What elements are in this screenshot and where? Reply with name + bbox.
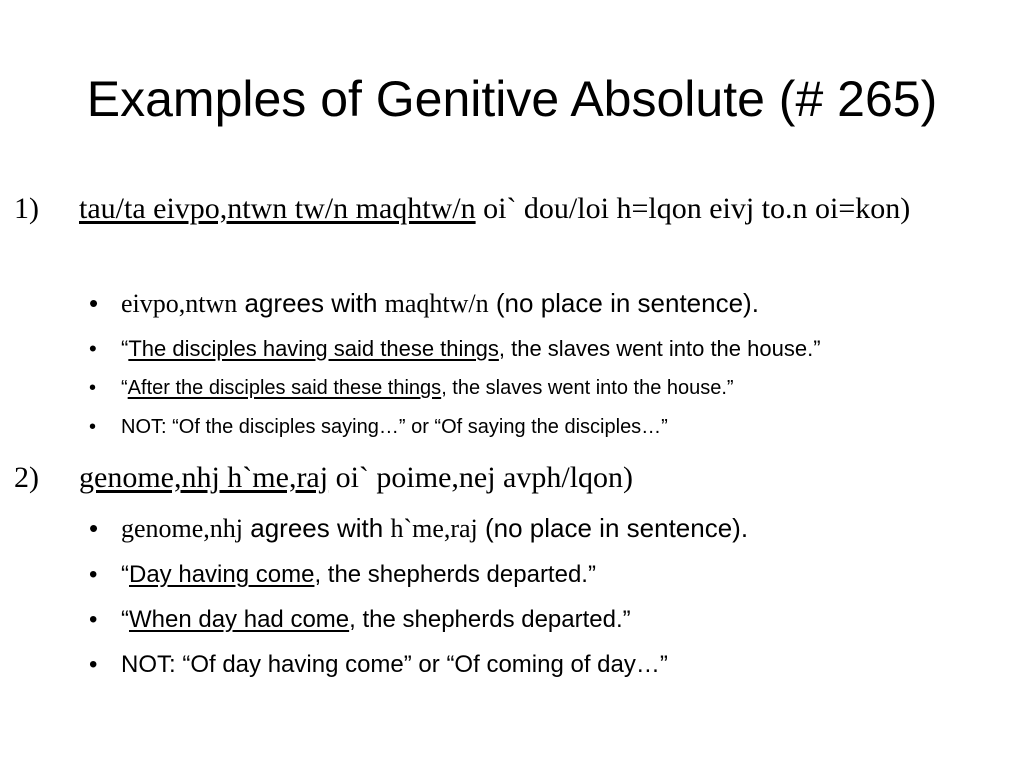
bullet-text-part: (no place in sentence). <box>488 288 759 318</box>
bullet-dot-icon: • <box>89 513 99 543</box>
item-number: 1) <box>14 192 39 225</box>
greek-phrase-rest: oi` dou/loi h=lqon eivj to.n oi=kon) <box>475 192 911 225</box>
greek-phrase-underlined: tau/ta eivpo,ntwn tw/n maqhtw/n <box>79 192 476 225</box>
greek-sentence <box>79 188 999 230</box>
bullet-text <box>121 605 631 635</box>
quote-mark: “ <box>121 336 129 361</box>
translation-rest: , the slaves went into the house.” <box>498 336 821 361</box>
bullet-text <box>121 512 748 545</box>
bullet-dot-icon: • <box>89 651 98 678</box>
greek-phrase-rest: oi` poime,nej avph/lqon) <box>328 461 634 494</box>
bullet-text-part: agrees with <box>243 513 391 543</box>
greek-word: maqhtw/n <box>384 289 489 318</box>
bullet-text: NOT: “Of the disciples saying…” or “Of saying the disciples…” <box>121 416 668 438</box>
bullet-dot-icon: • <box>89 288 99 318</box>
bullet-text <box>121 335 821 363</box>
quote-mark: “ <box>121 606 129 633</box>
translation-rest: , the shepherds departed.” <box>314 561 596 588</box>
greek-word: eivpo,ntwn <box>121 289 238 318</box>
translation-rest: , the shepherds departed.” <box>349 606 631 633</box>
bullet-text <box>121 375 734 401</box>
bullet-text: NOT: “Of day having come” or “Of coming of day…” <box>121 651 668 678</box>
bullet-text <box>121 560 596 590</box>
translation-underlined: When day had come <box>129 606 350 633</box>
slide-title: Examples of Genitive Absolute (# 265) <box>86 71 938 127</box>
greek-word: h`me,raj <box>390 514 478 543</box>
bullet-dot-icon: • <box>89 416 97 438</box>
greek-sentence <box>79 457 999 499</box>
bullet-text-part: (no place in sentence). <box>477 513 749 543</box>
greek-word: genome,nhj <box>121 514 244 543</box>
translation-underlined: The disciples having said these things <box>128 336 499 361</box>
quote-mark: “ <box>121 561 129 588</box>
quote-mark: “ <box>121 377 128 399</box>
translation-rest: , the slaves went into the house.” <box>441 377 734 399</box>
translation-underlined: Day having come <box>129 561 315 588</box>
bullet-dot-icon: • <box>89 606 98 633</box>
bullet-dot-icon: • <box>89 561 98 588</box>
item-number: 2) <box>14 461 39 494</box>
bullet-text-part: agrees with <box>237 288 385 318</box>
bullet-text <box>121 287 759 320</box>
greek-phrase-underlined: genome,nhj h`me,raj <box>79 461 329 494</box>
translation-underlined: After the disciples said these things <box>127 377 442 399</box>
bullet-dot-icon: • <box>89 377 97 399</box>
bullet-dot-icon: • <box>89 336 97 361</box>
